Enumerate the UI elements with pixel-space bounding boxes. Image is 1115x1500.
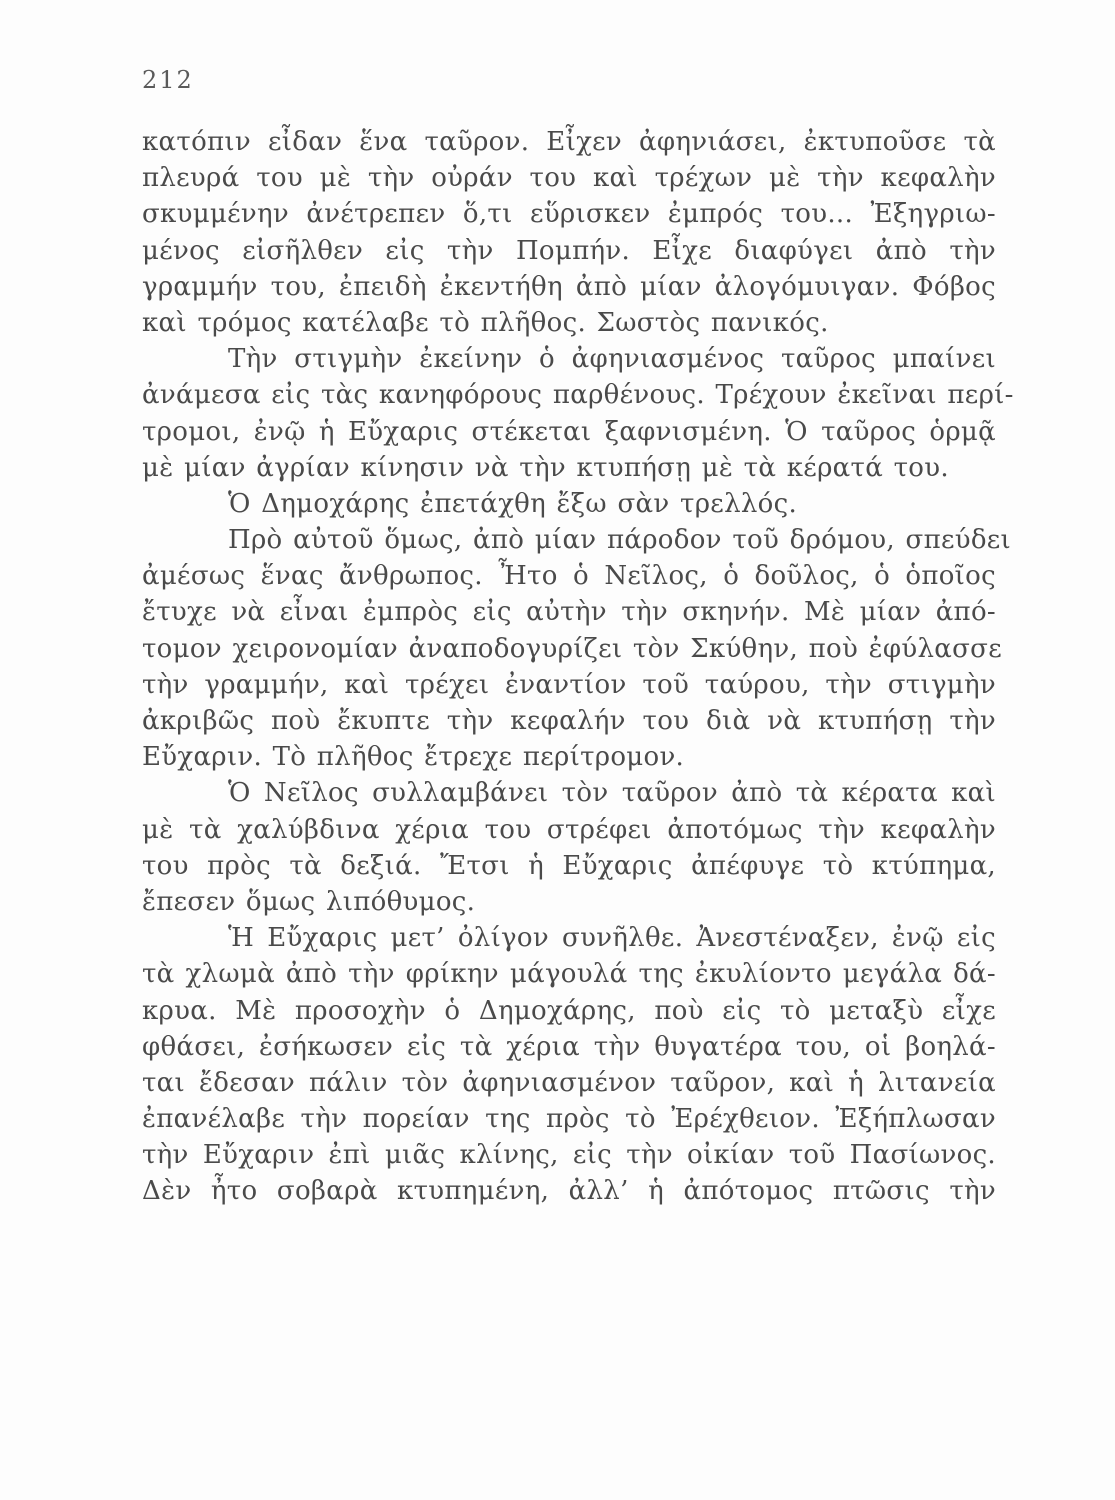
text-line: μένος εἰσῆλθεν εἰς τὴν Πομπήν. Εἶχε διαφύγει ἀπὸ τὴν [142, 235, 996, 266]
paragraph-4 [142, 522, 1012, 775]
text-line: Τὴν στιγμὴν ἐκείνην ὁ ἀφηνιασμένος ταῦρος μπαίνει [228, 344, 996, 375]
body-text [142, 124, 1014, 1210]
text-line: ἀνάμεσα εἰς τὰς κανηφόρους παρθένους. Τρέχουν ἐκεῖναι περί- [142, 380, 1014, 411]
page-number: 212 [142, 66, 194, 94]
text-line: τὰ χλωμὰ ἀπὸ τὴν φρίκην μάγουλά της ἐκυλίοντο μεγάλα δά- [142, 959, 996, 990]
text-line: ἀμέσως ἕνας ἄνθρωπος. Ἦτο ὁ Νεῖλος, ὁ δοῦλος, ὁ ὁποῖος [142, 561, 996, 592]
text-line: Πρὸ αὐτοῦ ὅμως, ἀπὸ μίαν πάροδον τοῦ δρόμου, σπεύδει [228, 525, 1012, 556]
paragraph-3 [142, 486, 996, 522]
text-line: Δὲν ἦτο σοβαρὰ κτυπημένη, ἀλλ’ ἡ ἀπότομος πτῶσις τὴν [142, 1176, 996, 1207]
paragraph-1 [142, 124, 996, 341]
text-line: μὲ τὰ χαλύβδινα χέρια του στρέφει ἀποτόμως τὴν κεφαλὴν [142, 814, 996, 845]
text-line: ἀκριβῶς ποὺ ἔκυπτε τὴν κεφαλήν του διὰ νὰ κτυπήσῃ τὴν [142, 706, 996, 736]
text-line: Ὁ Νεῖλος συλλαμβάνει τὸν ταῦρον ἀπὸ τὰ κέρατα καὶ [228, 778, 996, 809]
paragraph-5 [142, 775, 996, 920]
text-line: ἐπανέλαβε τὴν πορείαν της πρὸς τὸ Ἐρέχθειον. Ἐξήπλωσαν [142, 1104, 996, 1135]
text-line: τομον χειρονομίαν ἀναποδογυρίζει τὸν Σκύθην, ποὺ ἐφύλασσε [142, 633, 1002, 664]
text-line: πλευρά του μὲ τὴν οὐράν του καὶ τρέχων μὲ τὴν κεφαλὴν [142, 163, 996, 194]
text-line: Ἡ Εὔχαρις μετ’ ὀλίγον συνῆλθε. Ἀνεστέναξεν, ἐνῷ εἰς [228, 923, 996, 954]
text-line: κρυα. Μὲ προσοχὴν ὁ Δημοχάρης, ποὺ εἰς τὸ μεταξὺ εἶχε [142, 995, 996, 1026]
text-line: καὶ τρόμος κατέλαβε τὸ πλῆθος. Σωστὸς πανικός. [142, 307, 829, 338]
text-line: τὴν Εὔχαριν ἐπὶ μιᾶς κλίνης, εἰς τὴν οἰκίαν τοῦ Πασίωνος. [142, 1140, 996, 1171]
text-line: τρομοι, ἐνῷ ἡ Εὔχαρις στέκεται ξαφνισμένη. Ὁ ταῦρος ὁρμᾷ [142, 416, 996, 447]
text-line: τὴν γραμμήν, καὶ τρέχει ἐναντίον τοῦ ταύρου, τὴν στιγμὴν [142, 669, 996, 700]
paragraph-6 [142, 920, 996, 1210]
text-line: φθάσει, ἐσήκωσεν εἰς τὰ χέρια τὴν θυγατέρα του, οἱ βοηλά- [142, 1031, 996, 1062]
text-line: ται ἔδεσαν πάλιν τὸν ἀφηνιασμένον ταῦρον, καὶ ἡ λιτανεία [142, 1067, 996, 1098]
text-line: μὲ μίαν ἀγρίαν κίνησιν νὰ τὴν κτυπήσῃ μὲ τὰ κέρατά του. [142, 452, 949, 483]
text-line: Εὔχαριν. Τὸ πλῆθος ἔτρεχε περίτρομον. [142, 742, 685, 773]
text-line: σκυμμένην ἀνέτρεπεν ὅ,τι εὕρισκεν ἐμπρός του... Ἐξηγριω- [142, 199, 996, 230]
paragraph-2 [142, 341, 1014, 486]
text-line: Ὁ Δημοχάρης ἐπετάχθη ἔξω σὰν τρελλός. [228, 488, 798, 519]
text-line: ἔπεσεν ὅμως λιπόθυμος. [142, 886, 476, 917]
text-line: κατόπιν εἶδαν ἕνα ταῦρον. Εἶχεν ἀφηνιάσει, ἐκτυποῦσε τὰ [142, 127, 996, 157]
text-line: του πρὸς τὰ δεξιά. Ἔτσι ἡ Εὔχαρις ἀπέφυγε τὸ κτύπημα, [142, 850, 996, 881]
text-line: γραμμήν του, ἐπειδὴ ἐκεντήθη ἀπὸ μίαν ἀλογόμυιγαν. Φόβος [142, 271, 996, 302]
text-line: ἔτυχε νὰ εἶναι ἐμπρὸς εἰς αὐτὴν τὴν σκηνήν. Μὲ μίαν ἀπό- [142, 597, 996, 628]
